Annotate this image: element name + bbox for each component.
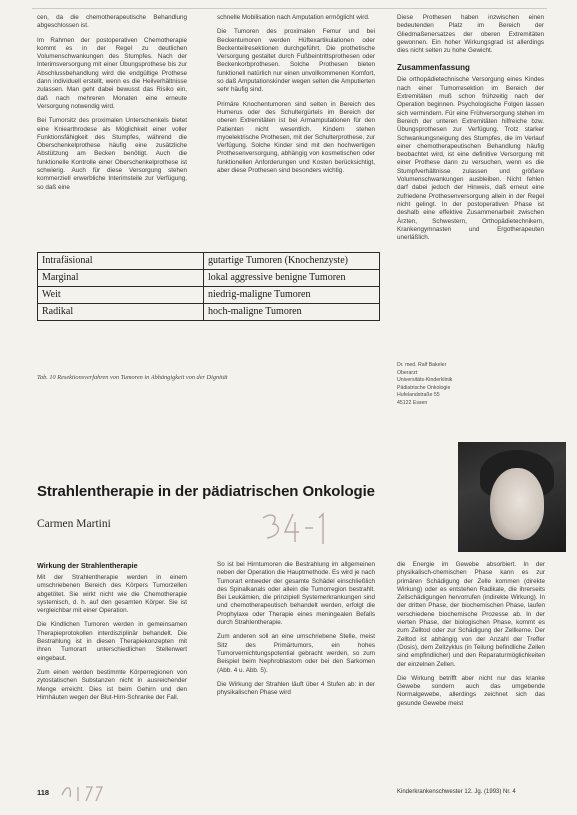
address-line: 45122 Essen <box>397 399 428 406</box>
upper-column-2 <box>217 14 375 246</box>
paragraph: Primäre Knochentumoren sind selten in Bereich des Humerus oder des Schultergürtels im Bereich der oberen Extremitäten ist bei Armamputationen für den Patienten nicht wesentlich. Kindern stehen myoelektrische Prothesen, mit der Schulterprothese, zur Verfügung. Solche Kinder sind mit den hochwertigen Prothesenversorgung, abhängig von kosmetischen oder funktionellen Anforderungen und Kosten berücksichtigt, aber diese Prothesen sind besonders wichtig. <box>217 100 375 175</box>
paragraph: Die orthopädietechnische Versorgung eines Kindes nach einer Tumorresektion im Bereich der Extremitäten muß schon frühzeitig nach der Operation beginnen. Psychologische Folgen lassen sich vermindern. Für eine Frühversorgung stehen im Bereich der unteren Extremitäten hilfreiche bzw. Übungsprothesen zur Verfügung. Trotz starker Schwankungsneigung des Stumpfes, die im Verlauf einer chemotherapeutischen Behandlung häufig beobachtet wird, ist eine definitive Versorgung mit einer Prothese dann zu versuchen, wenn es die Stumpfverhältnisse zulassen und größere Volumenschwankungen ausbleiben. Nicht fehlen darf dabei jedoch der Hinweis, daß erneut eine zufriedene Prothesenversorgung allein in der Regel nicht gelingt. In der postoperativen Phase ist deshalb eine effektive Zusammenarbeit zwischen Ärzten, Schwestern, Orthopädietechnikern, Krankengymnasten und Ergotherapeuten unerläßlich. <box>397 76 544 242</box>
table-row <box>38 287 380 304</box>
paragraph: schnelle Mobilisation nach Amputation ermöglicht wird. <box>217 14 370 21</box>
table-row <box>38 270 380 287</box>
paragraph: Die Wirkung der Strahlen läuft über 4 Stufen ab: in der physikalischen Phase wird <box>217 680 375 697</box>
handwritten-mark <box>255 510 335 552</box>
article-author: Carmen Martini <box>37 518 111 530</box>
table-caption: Tab. 10 Resektionsverfahren von Tumoren in Abhängigkeit von der Dignität <box>37 374 228 381</box>
upper-column-3 <box>397 14 544 359</box>
table-cell-value: niedrig-maligne Tumoren <box>204 287 380 304</box>
table-cell-key: Weit <box>38 287 204 304</box>
paragraph: die Energie im Gewebe absorbiert. In der physikalisch-chemischen Phase kann es zur primären Schädigung der Zelle kommen (direkte Wirkung) oder es entstehen Radikale, die ihrerseits Zellschädigungen hervorrufen (indirekte Wirkung). In der dritten Phase, der biochemischen Phase, laufen verschiedene biochemische Prozesse ab. In der vierten Phase, der biologischen Phase, kommt es zum Zelltod oder zur Schädigung der Zellkerne. Der Zelltod ist abhängig von der Anzahl der Treffer (Dosis), dem Zellzyklus (in Teilung befindliche Zellen sind empfindlicher) und den Reparaturmöglichkeiten der einzelnen Zellen. <box>397 561 545 668</box>
paragraph: Bei Tumorsitz des proximalen Unterschenkels bietet eine Kniearthrodese als Möglichkeit einer voller Funktionsfähigkeit des Stumpfes, während die Oberschenkelprothese häufig eine zusätzliche Abstützung am Becken benötigt. Auch die funktionelle Kontrolle einer Oberschenkelprothese ist schwierig. Auch für diese Versorgung stehen kommerziell erwerbliche Interimsteile zur Verfügung, so daß eine <box>37 117 187 191</box>
address-line: Universitäts-Kinderklinik <box>397 377 453 383</box>
table-row <box>38 253 380 270</box>
paragraph: Mit der Strahlentherapie werden in einem umschriebenen Bereich des Körpers Tumorzellen abgetötet. Sie wirkt nicht wie die Chemotherapie systemisch, d. h. auf den gesamten Körper. Sie ist vergleichbar mit einer Operation. <box>37 574 187 615</box>
paragraph: So ist bei Hirntumoren die Bestrahlung im allgemeinen neben der Operation die Hauptmethode. Es wird je nach Tumorart entweder der gesamte Schädel einschließlich des Spinalkanals oder allein die Tumorregion bestrahlt. Bei Leukämien, die prinzipiell Systemerkrankungen sind und chemotherapeutisch behandelt werden, erfolgt die Prophylaxe oder Therapie eines meningealen Befalls durch Strahlentherapie. <box>217 561 375 627</box>
paragraph: Zum anderen soll an eine umschriebene Stelle, meist Sitz des Primärtumors, ein hohes Tumorvernichtungspotential gebracht werden, so zum Beispiel beim Nephroblastom oder bei den Sarkomen (Abb. 4 u. Abb. 5). <box>217 633 375 674</box>
article-title: Strahlentherapie in der pädiatrischen Onkologie <box>37 483 375 500</box>
author-photo <box>458 442 566 552</box>
paragraph: Diese Prothesen haben inzwischen einen bedeutenden Platz im Bereich der Gliedmaßenersatzes der oberen Extremitäten gewonnen. Ein hoher Wirkungsgrad ist allerdings dies nicht selten zu hohe Gewicht. <box>397 14 544 55</box>
section-heading-summary: Zusammenfassung <box>397 63 470 73</box>
paragraph: Im Rahmen der postoperativen Chemotherapie kommt es in der Regel zu deutlichen Volumenschwankungen des Stumpfes. Nach der Interimsversorgung mit einer Übungsprothese bis zur Abschlussbehandlung wird die endgültige Prothese dann individuell erstellt, wenn es die Heilverhältnisse zulassen. Man geht dabei bewusst das Risiko ein, daß nach mehreren Monaten eine erneute Versorgung notwendig wird. <box>37 36 187 110</box>
photo-face <box>490 468 544 540</box>
address-line: Pädiatrische Onkologie <box>397 384 451 391</box>
journal-reference: Kinderkrankenschwester 12. Jg. (1993) Nr. 4 <box>397 789 516 795</box>
paragraph: cen, da die chemotherapeutische Behandlung abgeschlossen ist. <box>37 14 187 30</box>
resection-table <box>37 252 380 321</box>
lower-column-2 <box>217 561 375 781</box>
top-rule <box>32 8 547 9</box>
author-address <box>397 362 537 407</box>
paragraph: Die Wirkung betrifft aber nicht nur das kranke Gewebe sondern auch das umgebende Normalgewebe, allerdings zeichnet sich das gesunde Gewebe meist <box>397 674 545 707</box>
paragraph: Die Tumoren des proximalen Femur und bei Beckentumoren werden Hüftexartikulationen oder Beckenteilresektionen durchgeführt. Die prothetische Versorgung gestaltet durch Fußbeintrittsprothesen oder Beckenkorbprothesen. Solche Prothesen bieten funktionell natürlich nur einen unvollkommenen Komfort, so daß Amputationskinder wegen selten die Amputierten sehr häufig sind. <box>217 28 375 94</box>
table-row <box>38 304 380 321</box>
table-cell-value: gutartige Tumoren (Knochenzyste) <box>204 253 380 270</box>
upper-column-1 <box>37 14 187 246</box>
lower-column-1 <box>37 561 187 781</box>
table-cell-key: Intrafäsional <box>38 253 204 270</box>
table-cell-key: Radikal <box>38 304 204 321</box>
address-line: Hufelandstraße 55 <box>397 392 440 398</box>
table-cell-value: lokal aggressive benigne Tumoren <box>204 270 380 287</box>
lower-column-3 <box>397 561 545 781</box>
page-number: 118 <box>37 788 50 797</box>
paragraph: Die Kindlichen Tumoren werden in gemeinsamen Therapieprotokollen interdisziplinär behandelt. Die Bestrahlung ist in diesen Therapiekonzepten mit ihren Tumorart unterschiedlichen Stellenwert eingebaut. <box>37 621 187 662</box>
table-cell-value: hoch-maligne Tumoren <box>204 304 380 321</box>
address-line: Oberarzt <box>397 369 418 376</box>
handwritten-page-mark <box>58 781 108 803</box>
table-cell-key: Marginal <box>38 270 204 287</box>
section-heading-wirkung: Wirkung der Strahlentherapie <box>37 561 138 570</box>
paragraph: Zum einen werden bestimmte Körperregionen von zytostatischen Substanzen nicht in ausreichender Menge erreicht. Dies ist beim Gehirn und den Hirnhäuten wegen der Blut-Hirn-Schranke der Fall. <box>37 668 187 701</box>
address-line: Dr. med. Ralf Bakeler <box>397 362 447 368</box>
